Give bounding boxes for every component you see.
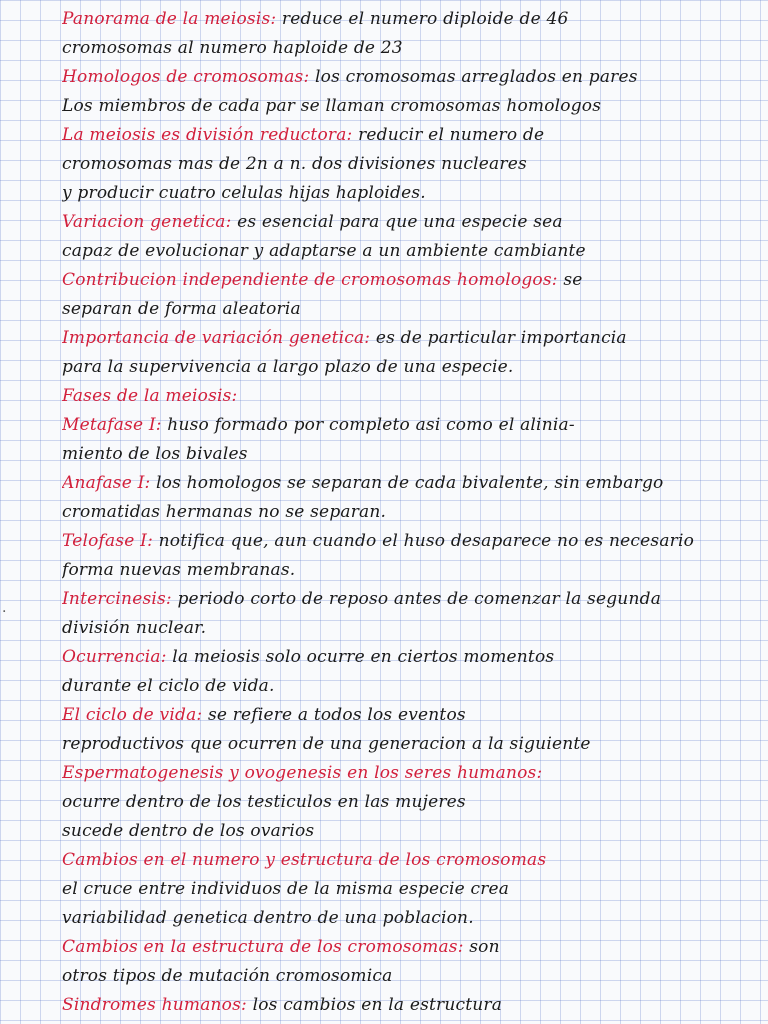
notebook-line bbox=[62, 584, 762, 614]
line-text: la meiosis solo ocurre en ciertos momentos bbox=[166, 647, 555, 667]
line-text: reducir el numero de bbox=[352, 125, 545, 145]
line-text: el cruce entre individuos de la misma especie crea bbox=[62, 879, 510, 899]
line-heading: Telofase I: bbox=[62, 531, 154, 551]
notebook-line bbox=[62, 642, 762, 672]
notebook-line bbox=[62, 265, 762, 295]
line-heading: Sindromes humanos: bbox=[62, 995, 247, 1015]
line-heading: Homologos de cromosomas: bbox=[62, 67, 310, 87]
line-heading: Cambios en la estructura de los cromosomas: bbox=[62, 937, 464, 957]
line-text: huso formado por completo asi como el alinia- bbox=[161, 415, 575, 435]
notebook-line bbox=[62, 758, 762, 788]
line-heading: La meiosis es división reductora: bbox=[62, 125, 353, 145]
line-heading: Ocurrencia: bbox=[62, 647, 167, 667]
line-text: sucede dentro de los ovarios bbox=[62, 821, 315, 841]
notebook-line bbox=[62, 845, 762, 875]
notebook-line bbox=[62, 62, 762, 92]
line-heading: El ciclo de vida: bbox=[62, 705, 203, 725]
notebook-line bbox=[62, 439, 762, 469]
line-heading: Intercinesis: bbox=[62, 589, 172, 609]
notebook-line bbox=[62, 874, 762, 904]
notebook-line bbox=[62, 236, 762, 266]
line-text: reproductivos que ocurren de una generacion a la siguiente bbox=[62, 734, 591, 754]
line-text: cromosomas al numero haploide de 23 bbox=[62, 38, 403, 58]
line-text: durante el ciclo de vida. bbox=[62, 676, 275, 696]
notebook-line bbox=[62, 555, 762, 585]
line-text: periodo corto de reposo antes de comenzar la segunda bbox=[171, 589, 662, 609]
line-heading: Contribucion independiente de cromosomas homologos: bbox=[62, 270, 558, 290]
line-heading: Importancia de variación genetica: bbox=[62, 328, 371, 348]
line-text: los homologos se separan de cada bivalente, sin embargo bbox=[150, 473, 664, 493]
notebook-line bbox=[62, 120, 762, 150]
notebook-line bbox=[62, 4, 762, 34]
notebook-line bbox=[62, 990, 762, 1020]
line-text: ocurre dentro de los testiculos en las mujeres bbox=[62, 792, 466, 812]
line-text: los cromosomas arreglados en pares bbox=[309, 67, 638, 87]
line-heading: Anafase I: bbox=[62, 473, 151, 493]
line-text: miento de los bivales bbox=[62, 444, 248, 464]
line-heading: Variacion genetica: bbox=[62, 212, 232, 232]
line-text: es de particular importancia bbox=[370, 328, 627, 348]
line-text: se refiere a todos los eventos bbox=[202, 705, 466, 725]
line-heading: Panorama de la meiosis: bbox=[62, 9, 277, 29]
line-text: forma nuevas membranas. bbox=[62, 560, 296, 580]
notebook-line bbox=[62, 700, 762, 730]
notebook-line bbox=[62, 903, 762, 933]
notebook-line bbox=[62, 613, 762, 643]
line-heading: Fases de la meiosis: bbox=[62, 386, 238, 406]
notebook-line bbox=[62, 729, 762, 759]
notebook-line bbox=[62, 497, 762, 527]
notebook-line bbox=[62, 352, 762, 382]
line-text: otros tipos de mutación cromosomica bbox=[62, 966, 393, 986]
line-text: separan de forma aleatoria bbox=[62, 299, 301, 319]
notebook-line bbox=[62, 178, 762, 208]
line-heading: Metafase I: bbox=[62, 415, 162, 435]
notebook-line bbox=[62, 323, 762, 353]
line-text: los cambios en la estructura bbox=[246, 995, 503, 1015]
notebook-line bbox=[62, 33, 762, 63]
notebook-line bbox=[62, 294, 762, 324]
line-text: variabilidad genetica dentro de una poblacion. bbox=[62, 908, 474, 928]
line-text: reduce el numero diploide de 46 bbox=[276, 9, 569, 29]
line-text: cromatidas hermanas no se separan. bbox=[62, 502, 387, 522]
line-text: para la supervivencia a largo plazo de una especie. bbox=[62, 357, 514, 377]
notebook-line bbox=[62, 149, 762, 179]
notebook-line bbox=[62, 91, 762, 121]
line-text: división nuclear. bbox=[62, 618, 207, 638]
line-text: es esencial para que una especie sea bbox=[231, 212, 563, 232]
notebook-line bbox=[62, 961, 762, 991]
line-text: notifica que, aun cuando el huso desaparece no es necesario bbox=[153, 531, 695, 551]
line-text: Los miembros de cada par se llaman cromosomas homologos bbox=[62, 96, 602, 116]
margin-dot-mark: · bbox=[2, 604, 7, 620]
notebook-line bbox=[62, 787, 762, 817]
notebook-line bbox=[62, 526, 762, 556]
line-text: y producir cuatro celulas hijas haploides. bbox=[62, 183, 426, 203]
notebook-line bbox=[62, 468, 762, 498]
line-text: capaz de evolucionar y adaptarse a un ambiente cambiante bbox=[62, 241, 586, 261]
notebook-line bbox=[62, 932, 762, 962]
line-heading: Cambios en el numero y estructura de los cromosomas bbox=[62, 850, 547, 870]
line-text: cromosomas mas de 2n a n. dos divisiones nucleares bbox=[62, 154, 527, 174]
line-heading: Espermatogenesis y ovogenesis en los seres humanos: bbox=[62, 763, 543, 783]
notebook-line bbox=[62, 381, 762, 411]
notebook-line bbox=[62, 207, 762, 237]
line-text: se bbox=[557, 270, 583, 290]
line-text: son bbox=[463, 937, 500, 957]
notebook-line bbox=[62, 671, 762, 701]
notebook-line bbox=[62, 410, 762, 440]
notebook-line bbox=[62, 816, 762, 846]
